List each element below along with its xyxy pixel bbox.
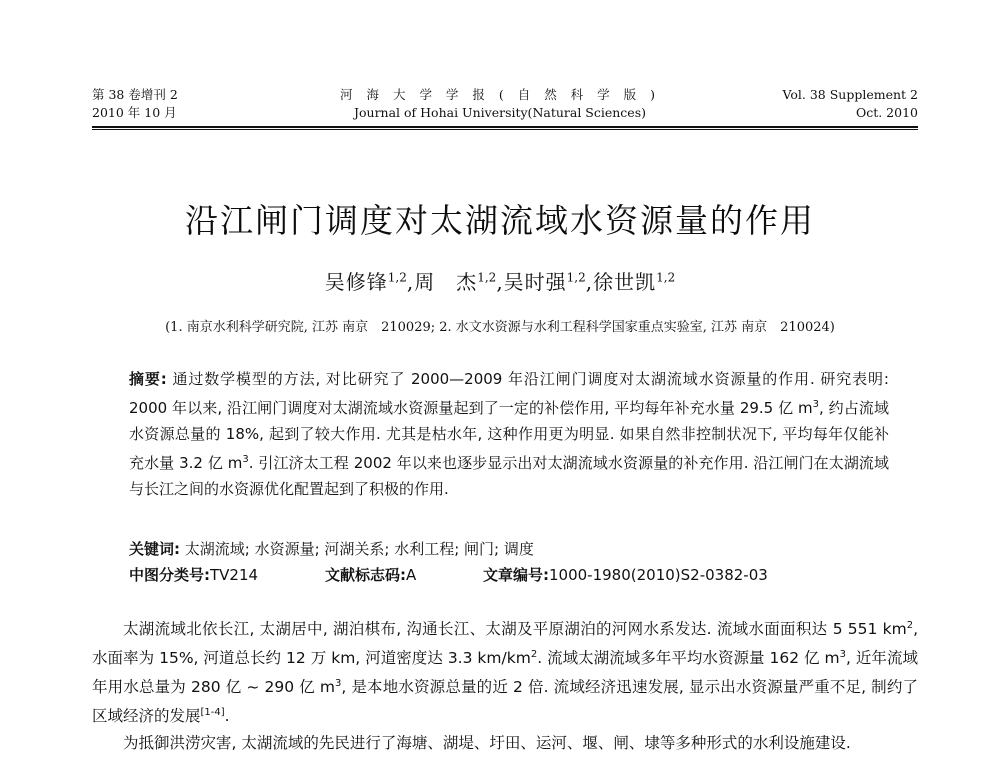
body-text-run: , 是本地水资源总量的近 2 倍. 流域经济迅速发展, 显示出水资源量严重不足, 制约了区域经济的发展 — [92, 678, 918, 726]
publication-date: 2010 年 10 月 — [92, 105, 177, 120]
article-id-value: 1000-1980(2010)S2-0382-03 — [549, 566, 768, 584]
author-name: 徐世凯 — [593, 270, 657, 294]
volume-issue: 第 38 卷增刊 2 — [92, 87, 178, 102]
author-separator: , — [585, 270, 594, 294]
doc-code-value: A — [406, 566, 417, 584]
affiliations: (1. 南京水利科学研究院, 江苏 南京 210029; 2. 水文水资源与水利工程科学国家重点实验室, 江苏 南京 210024) — [165, 320, 835, 335]
author-affil-mark: 1,2 — [387, 270, 407, 285]
unit-superscript: 3 — [335, 678, 342, 690]
author-separator: , — [496, 270, 504, 294]
classification-line — [129, 562, 889, 588]
author-name: 周 杰 — [414, 270, 478, 294]
publication-date-en: Oct. 2010 — [855, 105, 918, 120]
clc-label: 中图分类号: — [129, 566, 210, 584]
author-separator: , — [406, 270, 415, 294]
abstract-label: 摘要: — [129, 370, 167, 388]
header-rule-thin — [92, 129, 918, 130]
journal-name-cn: 河 海 大 学 学 报 ( 自 然 科 学 版 ) — [340, 87, 660, 102]
journal-header-right — [783, 86, 919, 122]
author-list — [0, 266, 1000, 295]
body-text-run: , 近年流域年用水总量为 280 亿 ~ 290 亿 m — [92, 649, 919, 697]
abstract-text: , 约占流域水资源总量的 18%, 起到了较大作用. 尤其是枯水年, 这种作用更为明显. 如果自然非控制状况下, 平均每年仅能补充水量 3.2 亿 m — [129, 399, 889, 472]
author-name: 吴修锋 — [324, 270, 388, 294]
paper-title: 沿江闸门调度对太湖流域水资源量的作用 — [185, 201, 815, 240]
body-text — [92, 613, 918, 756]
keywords — [129, 536, 889, 562]
author-affil-mark: 1,2 — [566, 270, 586, 285]
unit-superscript: 3 — [812, 399, 820, 410]
citation-ref[interactable]: [1-4] — [200, 707, 225, 719]
journal-name-en: Journal of Hohai University(Natural Sciences) — [353, 105, 647, 120]
keywords-label: 关键词: — [129, 540, 180, 558]
paragraph — [92, 613, 918, 730]
author-affil-mark: 1,2 — [477, 270, 497, 285]
body-text-run: . — [224, 707, 230, 726]
unit-superscript: 3 — [242, 454, 249, 465]
clc-value: TV214 — [210, 566, 259, 584]
keywords-text: 太湖流域; 水资源量; 河湖关系; 水利工程; 闸门; 调度 — [180, 540, 534, 558]
abstract-text: . 引江济太工程 2002 年以来也逐步显示出对太湖流域水资源量的补充作用. 沿江闸门在太湖流域与长江之间的水资源优化配置起到了积极的作用. — [129, 454, 889, 498]
volume-issue-en: Vol. 38 Supplement 2 — [782, 87, 918, 102]
author-name: 吴时强 — [503, 270, 567, 294]
abstract-text: 通过数学模型的方法, 对比研究了 2000—2009 年沿江闸门调度对太湖流域水资源量的作用. 研究表明: 2000 年以来, 沿江闸门调度对太湖流域水资源量起到了一定的补偿作用, 平均每年补充水量 29.5 亿 m — [129, 370, 889, 417]
unit-superscript: 2 — [906, 620, 914, 631]
body-text-run: 太湖流域北依长江, 太湖居中, 湖泊棋布, 沟通长江、太湖及平原湖泊的河网水系发达. 流域水面面积达 5 551 km — [123, 620, 907, 639]
author-affil-mark: 1,2 — [656, 270, 676, 285]
body-text-run: . 流域太湖流域多年平均水资源量 162 亿 m — [537, 649, 840, 668]
doc-code-label: 文献标志码: — [325, 566, 406, 584]
article-id-label: 文章编号: — [483, 566, 549, 584]
abstract — [129, 366, 889, 502]
body-text-run: , 水面率为 15%, 河道总长约 12 万 km, 河道密度达 3.3 km/km — [92, 620, 918, 668]
paragraph: 为抵御洪涝灾害, 太湖流域的先民进行了海塘、湖堤、圩田、运河、堰、闸、埭等多种形式的水利设施建设. — [123, 733, 851, 752]
unit-superscript: 2 — [530, 649, 538, 661]
header-rule-thick — [92, 126, 918, 128]
unit-superscript: 3 — [839, 649, 847, 661]
